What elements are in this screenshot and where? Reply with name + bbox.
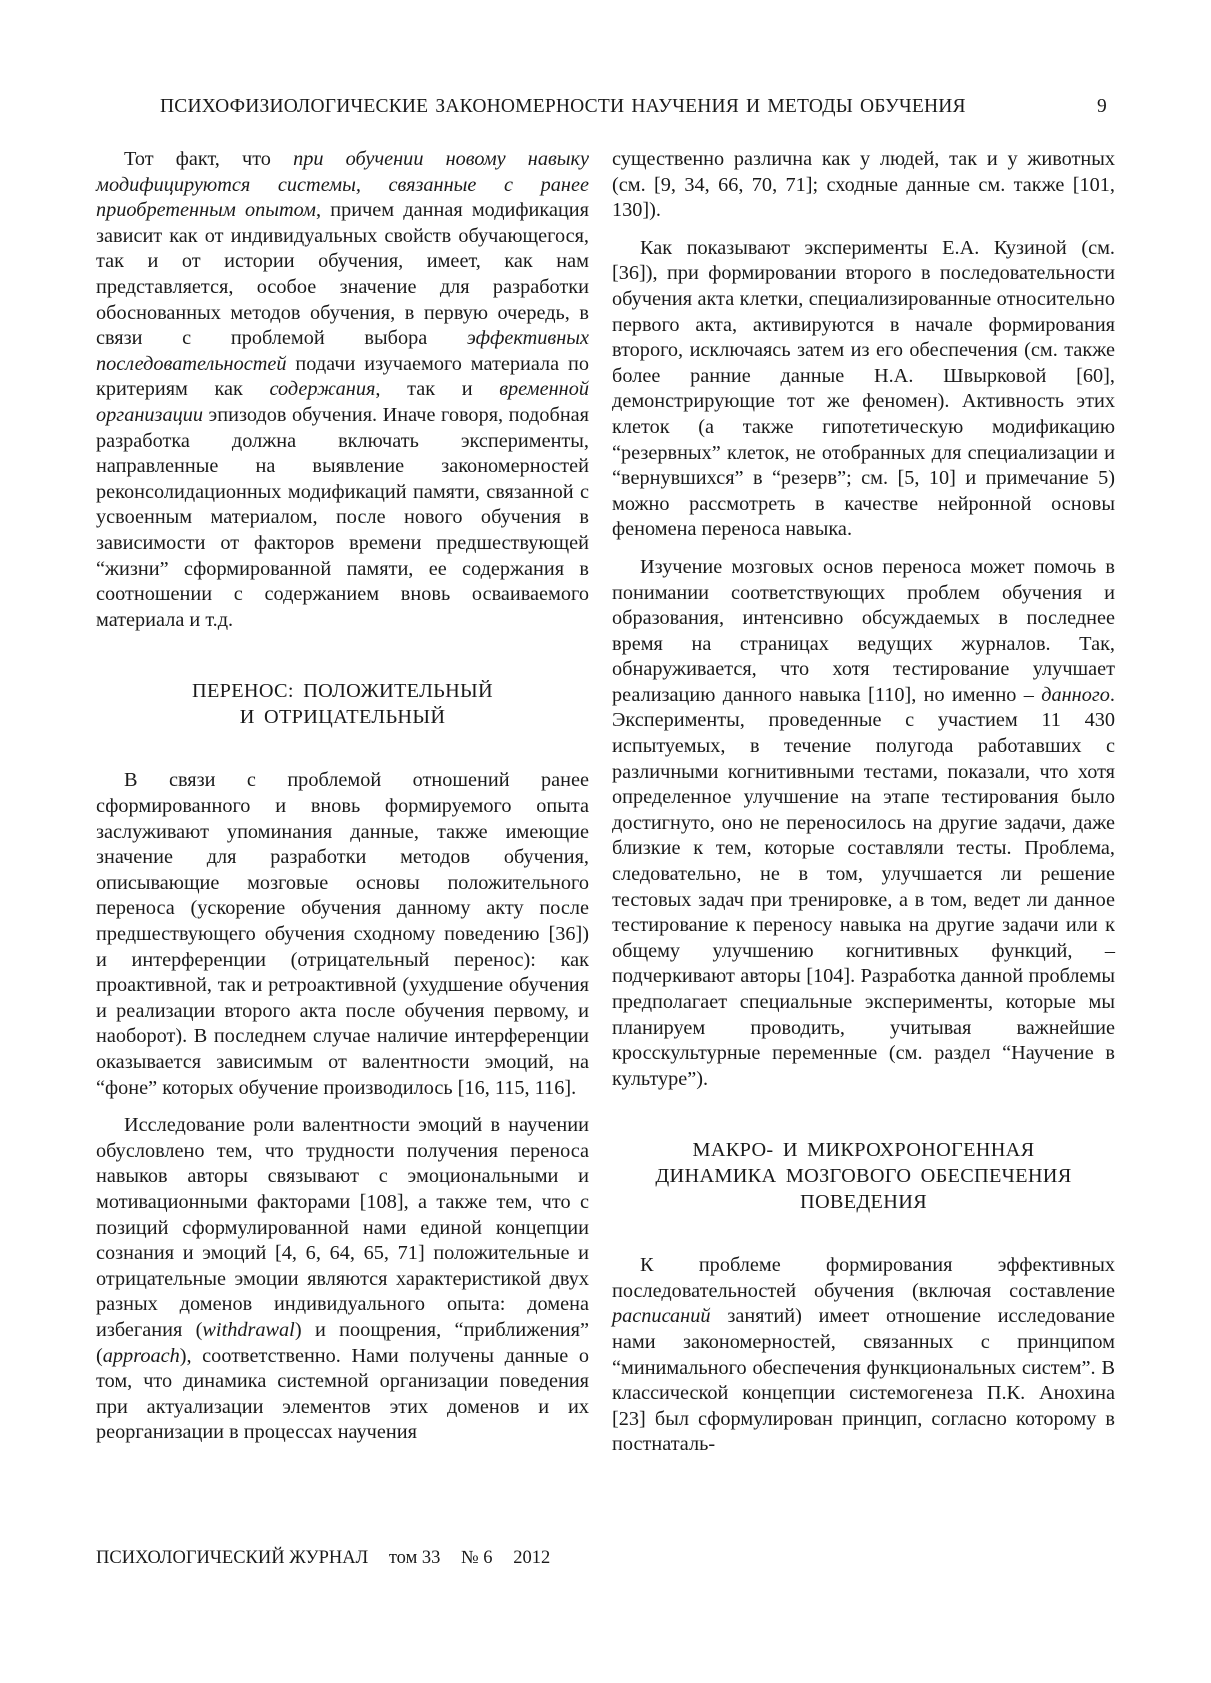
text-run: Изучение мозговых основ переноса может помочь в понимании соответствующих проблем обучения и образования, интенсивно обсуждаемых в последнее время на страницах ведущих журналов. Так, обнаруживается, что хотя тестирование улучшает реализацию данного навыка [110], но именно – bbox=[612, 555, 1115, 706]
italic-text: данного bbox=[1041, 683, 1110, 706]
left-column bbox=[96, 147, 589, 1458]
text-run: . Эксперименты, проведенные с участием 11 430 испытуемых, в течение полугода работавших с различными когнитивными тестами, показали, что хотя определенное улучшение на этапе тестирования было достигнуто, оно не переносилось на другие задачи, даже близкие к тем, которые составляли тесты. Проблема, следовательно, не в том, улучшается ли решение тестовых задач при тренировке, а в том, ведет ли данное тестирование к переносу навыка на другие задачи или к общему улучшению когнитивных функций, – подчеркивают авторы [104]. Разработка данной проблемы предполагает специальные эксперименты, которые мы планируем проводить, учитывая важнейшие кросскультурные переменные (см. раздел “Научение в культуре”). bbox=[612, 683, 1115, 1090]
paragraph bbox=[96, 147, 589, 633]
text-run: эпизодов обучения. Иначе говоря, подобная разработка должна включать эксперименты, направленные на выявление закономерностей реконсолидационных модификаций памяти, связанной с усвоенным материалом, после нового обучения в зависимости от факторов времени предшествующей “жизни” сформированной памяти, ее содержания в соотношении с содержанием вновь осваиваемого материала и т.д. bbox=[96, 403, 589, 631]
section-title-transfer bbox=[96, 679, 589, 730]
italic-text: расписаний bbox=[612, 1305, 711, 1328]
italic-text: содержания bbox=[269, 378, 376, 401]
text-run: ) и поощрения, “приближения” ( bbox=[96, 1318, 589, 1367]
paragraph: существенно различна как у людей, так и у животных (см. [9, 34, 66, 70, 71]; сходные данные см. также [101, 130]). bbox=[612, 148, 1115, 222]
journal-volume: том 33 bbox=[388, 1548, 441, 1568]
right-column bbox=[612, 147, 1115, 1470]
journal-issue: № 6 bbox=[461, 1548, 493, 1568]
paragraph bbox=[612, 1253, 1115, 1458]
text-run: занятий) имеет отношение исследование нами закономерностей, связанных с принципом “минимального обеспечения функциональных систем”. В классической концепции системогенеза П.К. Анохина [23] был сформулирован принцип, согласно которому в постнаталь- bbox=[612, 1305, 1115, 1456]
italic-text: approach bbox=[102, 1344, 180, 1367]
paragraph bbox=[612, 555, 1115, 1092]
journal-year: 2012 bbox=[513, 1548, 551, 1568]
text-run: подачи изучаемого материала по критериям как bbox=[96, 352, 589, 401]
paragraph: Как показывают эксперименты Е.А. Кузиной (см. [36]), при формировании второго в последовательности обучения акта клетки, специализированные относительно первого акта, активируются в начале формирования второго, исключаясь затем из его обеспечения (см. также более ранние данные Н.А. Швырковой [60], демонстрирующие тот же феномен). Активность этих клеток (а также гипотетическую модификацию “резервных” клеток, не отобранных для специализации и “вернувшихся” в “резерв”; см. [5, 10] и примечание 5) можно рассмотреть в качестве нейронной основы феномена переноса навыка. bbox=[612, 236, 1115, 541]
text-run: , причем данная модификация зависит как от индивидуальных свойств обучающегося, так и от истории обучения, имеет, как нам представляется, особое значение для разработки обоснованных методов обучения, в первую очередь, в связи с проблемой выбора bbox=[96, 199, 589, 350]
section-title-line: ДИНАМИКА МОЗГОВОГО ОБЕСПЕЧЕНИЯ bbox=[655, 1164, 1072, 1187]
section-title-line: МАКРО- И МИКРОХРОНОГЕННАЯ bbox=[692, 1139, 1035, 1162]
paragraph: В связи с проблемой отношений ранее сформированного и вновь формируемого опыта заслуживают упоминания данные, также имеющие значение для разработки методов обучения, описывающие мозговые основы положительного переноса (ускорение обучения данному акту после предшествующего обучения сходному поведению [36]) и интерференции (отрицательный перенос): как проактивной, так и ретроактивной (ухудшение обучения и реализации второго акта после обучения первому, и наоборот). В последнем случае наличие интерференции оказывается зависимым от валентности эмоций, на “фоне” которых обучение производилось [16, 115, 116]. bbox=[96, 769, 589, 1099]
text-run: Тот факт, что bbox=[124, 148, 294, 170]
text-run: ), соответственно. Нами получены данные о том, что динамика системной организации поведения при актуализации элементов этих доменов и их реорганизации в процессах научения bbox=[96, 1344, 589, 1444]
section-title-line: И ОТРИЦАТЕЛЬНЫЙ bbox=[239, 705, 446, 728]
section-title-line: ПОВЕДЕНИЯ bbox=[800, 1190, 927, 1213]
page-number: 9 bbox=[1097, 96, 1107, 117]
journal-footer bbox=[96, 1548, 566, 1569]
text-run: К проблеме формирования эффективных последовательностей обучения (включая составление bbox=[612, 1254, 1115, 1302]
italic-text: при обучении новому навыку модифицируются системы, связанные с ранее приобретенным опытом bbox=[96, 148, 589, 222]
section-title-dynamics bbox=[612, 1138, 1115, 1215]
italic-text: эффективных последовательностей bbox=[96, 327, 589, 375]
section-title-line: ПЕРЕНОС: ПОЛОЖИТЕЛЬНЫЙ bbox=[192, 680, 493, 703]
running-title: ПСИХОФИЗИОЛОГИЧЕСКИЕ ЗАКОНОМЕРНОСТИ НАУЧЕНИЯ И МЕТОДЫ ОБУЧЕНИЯ bbox=[160, 96, 966, 117]
journal-name: ПСИХОЛОГИЧЕСКИЙ ЖУРНАЛ bbox=[96, 1548, 369, 1568]
paragraph bbox=[96, 1113, 589, 1446]
text-run: , так и bbox=[375, 378, 500, 401]
text-run: Исследование роли валентности эмоций в научении обусловлено тем, что трудности получения переноса навыков авторы связывают с эмоциональными и мотивационными факторами [108], а также тем, что с позиций сформулированной нами единой концепции сознания и эмоций [4, 6, 64, 65, 71] положительные и отрицательные эмоции являются характеристикой двух разных доменов индивидуального опыта: домена избегания ( bbox=[96, 1114, 589, 1341]
italic-text: withdrawal bbox=[202, 1318, 295, 1341]
italic-text: временной организации bbox=[96, 378, 589, 426]
